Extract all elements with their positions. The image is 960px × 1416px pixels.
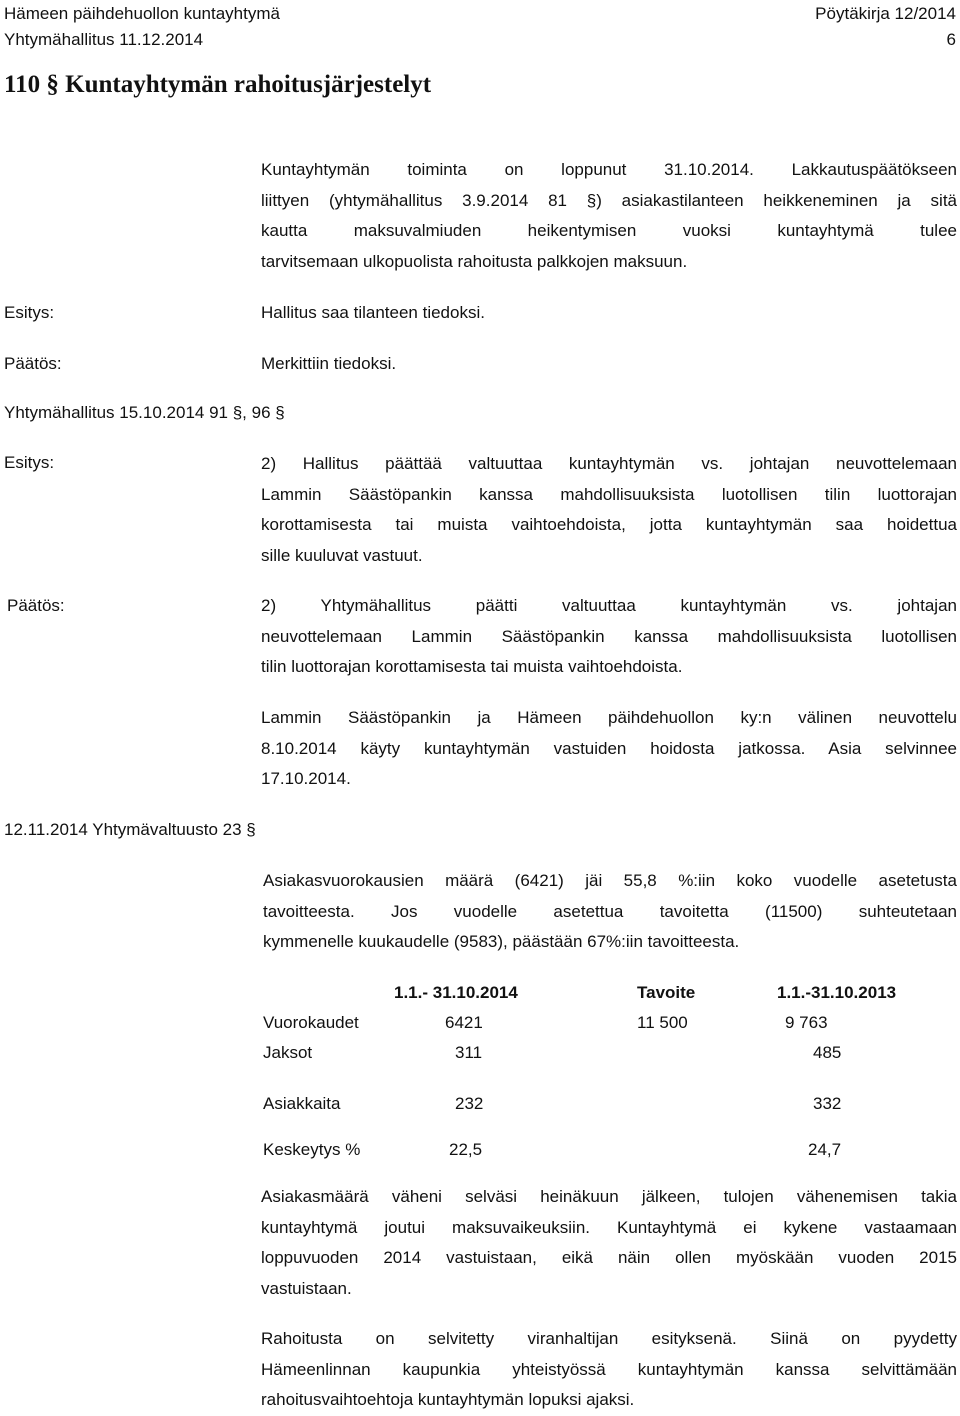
decision-2-line: tilin luottorajan korottamisesta tai muista vaihtoehdoista.	[261, 657, 683, 677]
funding-line: rahoitusvaihtoehtoja kuntayhtymän lopuksi ajaksi.	[261, 1390, 635, 1410]
negotiation-line: 17.10.2014.	[261, 769, 351, 789]
proposal-1-text: Hallitus saa tilanteen tiedoksi.	[261, 303, 485, 322]
decision-2-paragraph	[261, 591, 957, 683]
header-org: Hämeen päihdehuollon kuntayhtymä	[4, 4, 280, 23]
proposal-2-line: korottamisesta tai muista vaihtoehdoista, jotta kuntayhtymän saa hoidettua	[261, 515, 957, 535]
decision-2-line: 2) Yhtymähallitus päätti valtuuttaa kuntayhtymän vs. johtajan	[261, 596, 957, 615]
table-header: 1.1.-31.10.2013	[777, 983, 897, 1002]
clients-line: kuntayhtymä joutui maksuvaikeuksiin. Kuntayhtymä ei kykene vastaamaan	[261, 1217, 957, 1237]
section-title: 110 § Kuntayhtymän rahoitusjärjestelyt	[4, 71, 432, 98]
table-cell: 6421	[445, 1013, 483, 1032]
table-cell: 24,7	[808, 1140, 842, 1159]
table-cell: 311	[455, 1043, 483, 1062]
negotiation-line: 8.10.2014 käyty kuntayhtymän vastuiden hoidosta jatkossa. Asia selvinnee	[261, 738, 957, 758]
table-cell: 22,5	[449, 1140, 483, 1159]
table-header: Tavoite	[637, 983, 696, 1002]
funding-line: Hämeenlinnan kaupunkia yhteistyössä kuntayhtymän kanssa selvittämään	[261, 1359, 957, 1379]
table-row-label: Vuorokaudet	[263, 1013, 359, 1032]
intro-paragraph	[261, 155, 957, 278]
header-protocol: Pöytäkirja 12/2014	[815, 4, 956, 23]
negotiation-line: Lammin Säästöpankin ja Hämeen päihdehuollon ky:n välinen neuvottelu	[261, 708, 957, 727]
decision-2-label: Päätös:	[7, 596, 65, 615]
decision-1-label: Päätös:	[4, 354, 62, 373]
clients-line: loppuvuoden 2014 vastuistaan, eikä näin ollen myöskään vuoden 2015	[261, 1248, 957, 1268]
header-meeting: Yhtymähallitus 11.12.2014	[4, 30, 204, 49]
proposal-1-label: Esitys:	[4, 303, 55, 322]
table-cell: 232	[455, 1094, 484, 1113]
intro-line: liittyen (yhtymähallitus 3.9.2014 81 §) asiakastilanteen heikkeneminen ja sitä	[261, 190, 957, 210]
table-cell: 485	[813, 1043, 842, 1062]
proposal-2-line: 2) Hallitus päättää valtuuttaa kuntayhtymän vs. johtajan neuvottelemaan	[261, 454, 957, 473]
table-row-label: Asiakkaita	[263, 1094, 341, 1113]
table-row-label: Jaksot	[263, 1043, 313, 1062]
page-number: 6	[946, 30, 956, 49]
clients-line: vastuistaan.	[261, 1279, 352, 1299]
proposal-2-line: Lammin Säästöpankin kanssa mahdollisuuksista luotollisen tilin luottorajan	[261, 484, 957, 504]
reference-2: 12.11.2014 Yhtymävaltuusto 23 §	[4, 820, 256, 839]
intro-line: tarvitsemaan ulkopuolista rahoitusta palkkojen maksuun.	[261, 252, 688, 272]
negotiation-paragraph	[261, 703, 957, 795]
clients-line: Asiakasmäärä väheni selväsi heinäkuun jälkeen, tulojen vähenemisen takia	[261, 1187, 957, 1206]
reference-1: Yhtymähallitus 15.10.2014 91 §, 96 §	[4, 403, 285, 422]
table-cell: 9 763	[785, 1013, 828, 1032]
statistics-line: Asiakasvuorokausien määrä (6421) jäi 55,8 %:iin koko vuodelle asetetusta	[263, 871, 957, 890]
table-header: 1.1.- 31.10.2014	[394, 983, 518, 1002]
proposal-2-line: sille kuuluvat vastuut.	[261, 546, 423, 566]
intro-line: Kuntayhtymän toiminta on loppunut 31.10.2014. Lakkautuspäätökseen	[261, 160, 957, 179]
funding-paragraph	[261, 1324, 957, 1416]
decision-1-text: Merkittiin tiedoksi.	[261, 354, 397, 373]
statistics-line: tavoitteesta. Jos vuodelle asetettua tavoitetta (11500) suhteutetaan	[263, 901, 957, 921]
clients-paragraph	[261, 1182, 957, 1305]
table-cell: 11 500	[637, 1013, 688, 1032]
funding-line: Rahoitusta on selvitetty viranhaltijan esityksenä. Siinä on pyydetty	[261, 1329, 957, 1348]
proposal-2-paragraph	[261, 449, 957, 572]
table-cell: 332	[813, 1094, 842, 1113]
table-row-label: Keskeytys %	[263, 1140, 361, 1159]
decision-2-line: neuvottelemaan Lammin Säästöpankin kanssa mahdollisuuksista luotollisen	[261, 626, 957, 646]
intro-line: kautta maksuvalmiuden heikentymisen vuoksi kuntayhtymä tulee	[261, 221, 957, 241]
proposal-2-label: Esitys:	[4, 453, 55, 472]
statistics-paragraph	[263, 866, 957, 958]
statistics-line: kymmenelle kuukaudelle (9583), päästään 67%:iin tavoitteesta.	[263, 932, 740, 952]
